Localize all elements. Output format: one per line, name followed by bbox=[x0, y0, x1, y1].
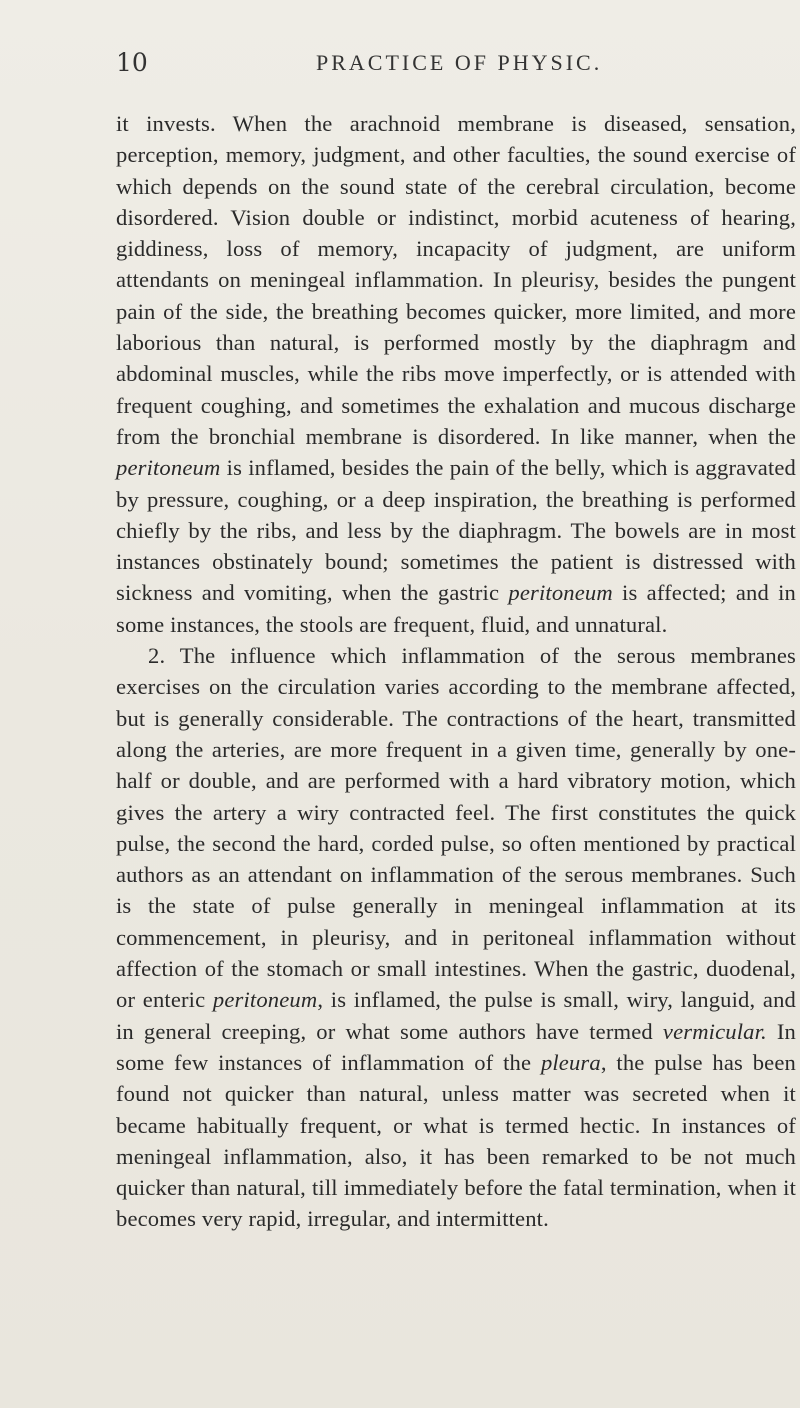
text-segment: is affected; and in some instances, the stools are frequent, fluid, and unnatural. bbox=[116, 580, 797, 637]
text-segment: , the pulse has been found not quicker than natural, unless matter was secreted when it became habitually frequent, or what is termed hectic. In instances of meningeal inflammation, also, it has been remarked to be not much quicker than natural, till immediately before the fatal termination, when it becomes very rapid, irregular, and intermittent. bbox=[116, 1049, 796, 1232]
text-segment: , is inflamed, the pulse is small, wiry, languid, and in general creeping, or what some authors have termed bbox=[116, 987, 796, 1044]
italic-term: pleura bbox=[540, 1049, 601, 1075]
text-segment: it invests. When the arachnoid membrane is diseased, sensation, perception, memory, judgment, and other faculties, the sound exercise of which depends on the sound state of the cerebral circulation, become disordered. Vision double or indistinct, morbid acuteness of hearing, giddiness, loss of memory, incapacity of judgment, are uniform attendants on meningeal inflammation. In pleurisy, besides the pungent pain of the side, the breathing becomes quicker, more limited, and more laborious than natural, is performed mostly by the diaphragm and abdominal muscles, while the ribs move imperfectly, or is attended with frequent coughing, and sometimes the exhalation and mucous discharge from the bronchial membrane is disordered. In like manner, when the bbox=[116, 111, 796, 449]
italic-term: peritoneum bbox=[508, 580, 613, 606]
text-segment: 2. The influence which inflammation of the serous membranes exercises on the circulation varies according to the membrane affected, but is generally considerable. The contractions of the heart, transmitted along the arteries, are more frequent in a given time, generally by one-half or double, and are performed with a hard vibratory motion, which gives the artery a wiry contracted feel. The first constitutes the quick pulse, the second the hard, corded pulse, so often mentioned by practical authors as an attendant on inflammation of the serous membranes. Such is the state of pulse generally in meningeal inflammation at its commencement, in pleurisy, and in peritoneal inflammation without affection of the stomach or small intestines. When the gastric, duodenal, or enteric bbox=[116, 643, 796, 1013]
text-segment: In some few instances of inflammation of the bbox=[116, 1018, 796, 1075]
running-title: PRACTICE OF PHYSIC. bbox=[316, 50, 603, 75]
italic-term: peritoneum bbox=[212, 987, 318, 1013]
body-text bbox=[116, 108, 796, 1235]
page-number: 10 bbox=[116, 48, 148, 77]
text-segment: is inflamed, besides the pain of the belly, which is aggravated by pressure, coughing, or a deep inspiration, the breathing is performed chiefly by the ribs, and less by the diaphragm. The bowels are in most instances obstinately bound; sometimes the patient is distressed with sickness and vomiting, when the gastric bbox=[116, 455, 796, 606]
paragraph-2 bbox=[116, 640, 796, 1235]
italic-term: vermicular. bbox=[662, 1018, 767, 1044]
italic-term: peritoneum bbox=[116, 455, 221, 481]
running-head bbox=[116, 48, 776, 82]
paragraph-1 bbox=[116, 108, 796, 640]
